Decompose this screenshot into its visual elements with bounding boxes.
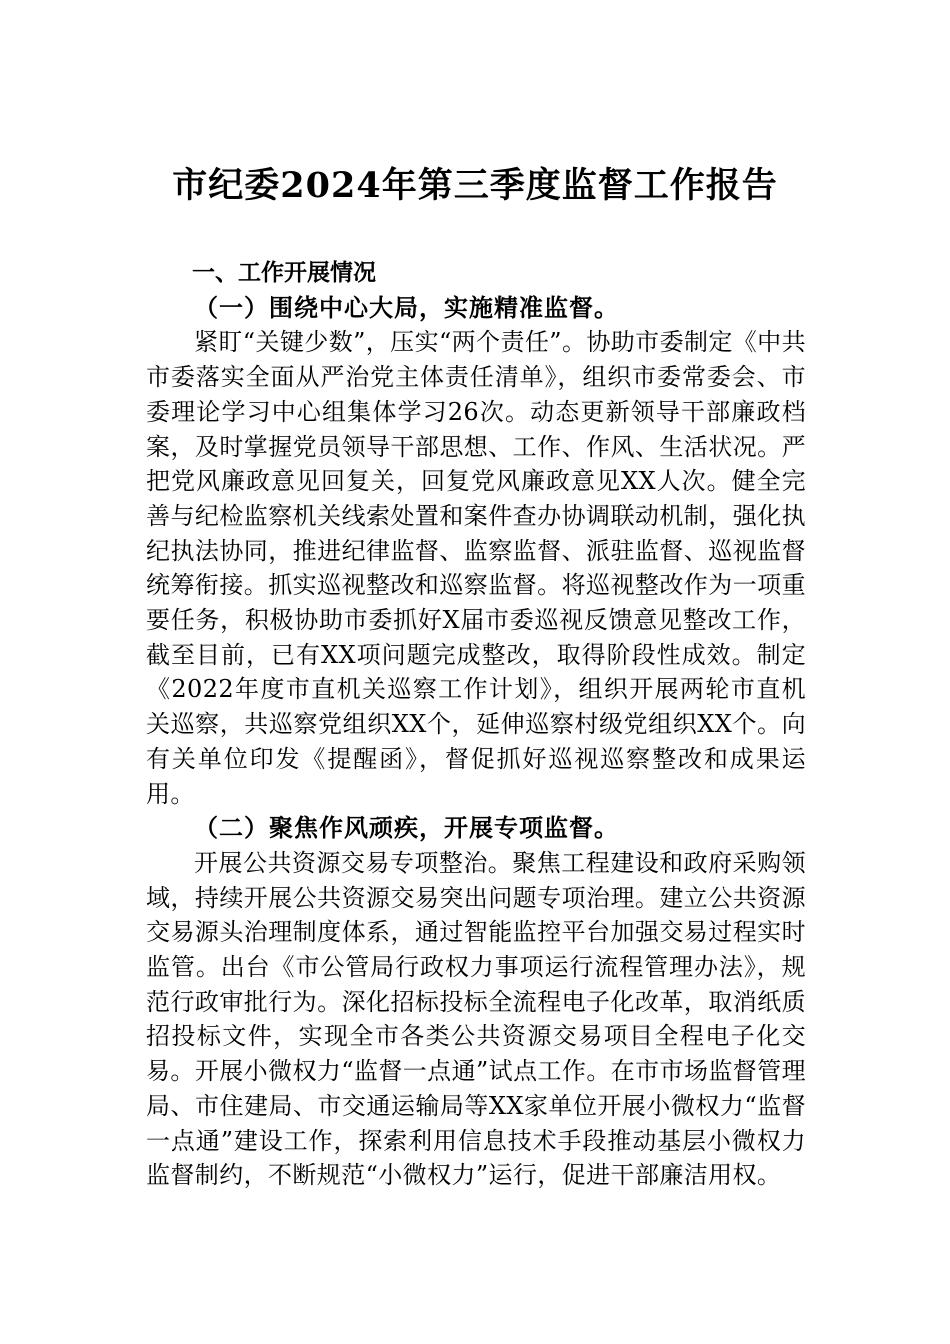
document-body <box>146 256 806 1193</box>
section-heading: 一、工作开展情况 <box>192 260 376 286</box>
paragraph-1: 紧盯“关键少数”，压实“两个责任”。协助市委制定《中共市委落实全面从严治党主体责任清单》，组织市委常委会、市委理论学习中心组集体学习26次。动态更新领导干部廉政档案，及时掌握党员领导干部思想、工作、作风、生活状况。严把党风廉政意见回复关，回复党风廉政意见XX人次。健全完善与纪检监察机关线索处置和案件查办协调联动机制，强化执纪执法协同，推进纪律监督、监察监督、派驻监督、巡视监督统筹衔接。抓实巡视整改和巡察监督。将巡视整改作为一项重要任务，积极协助市委抓好X届市委巡视反馈意见整改工作，截至目前，已有XX项问题完成整改，取得阶段性成效。制定《2022年度市直机关巡察工作计划》，组织开展两轮市直机关巡察，共巡察党组织XX个，延伸巡察村级党组织XX个。向有关单位印发《提醒函》，督促抓好巡视巡察整改和成果运用。 <box>146 328 806 808</box>
subsection-heading-1: （一）围绕中心大局，实施精准监督。 <box>194 292 619 322</box>
document-title: 市纪委2024年第三季度监督工作报告 <box>172 165 778 206</box>
subsection-heading-2: （二）聚焦作风顽疾，开展专项监督。 <box>194 813 619 843</box>
paragraph-2: 开展公共资源交易专项整治。聚焦工程建设和政府采购领域，持续开展公共资源交易突出问题专项治理。建立公共资源交易源头治理制度体系，通过智能监控平台加强交易过程实时监管。出台《市公管局行政权力事项运行流程管理办法》，规范行政审批行为。深化招标投标全流程电子化改革，取消纸质招投标文件，实现全市各类公共资源交易项目全程电子化交易。开展小微权力“监督一点通”试点工作。在市市场监督管理局、市住建局、市交通运输局等XX家单位开展小微权力“监督一点通”建设工作，探索利用信息技术手段推动基层小微权力监督制约，不断规范“小微权力”运行，促进干部廉洁用权。 <box>146 848 806 1190</box>
